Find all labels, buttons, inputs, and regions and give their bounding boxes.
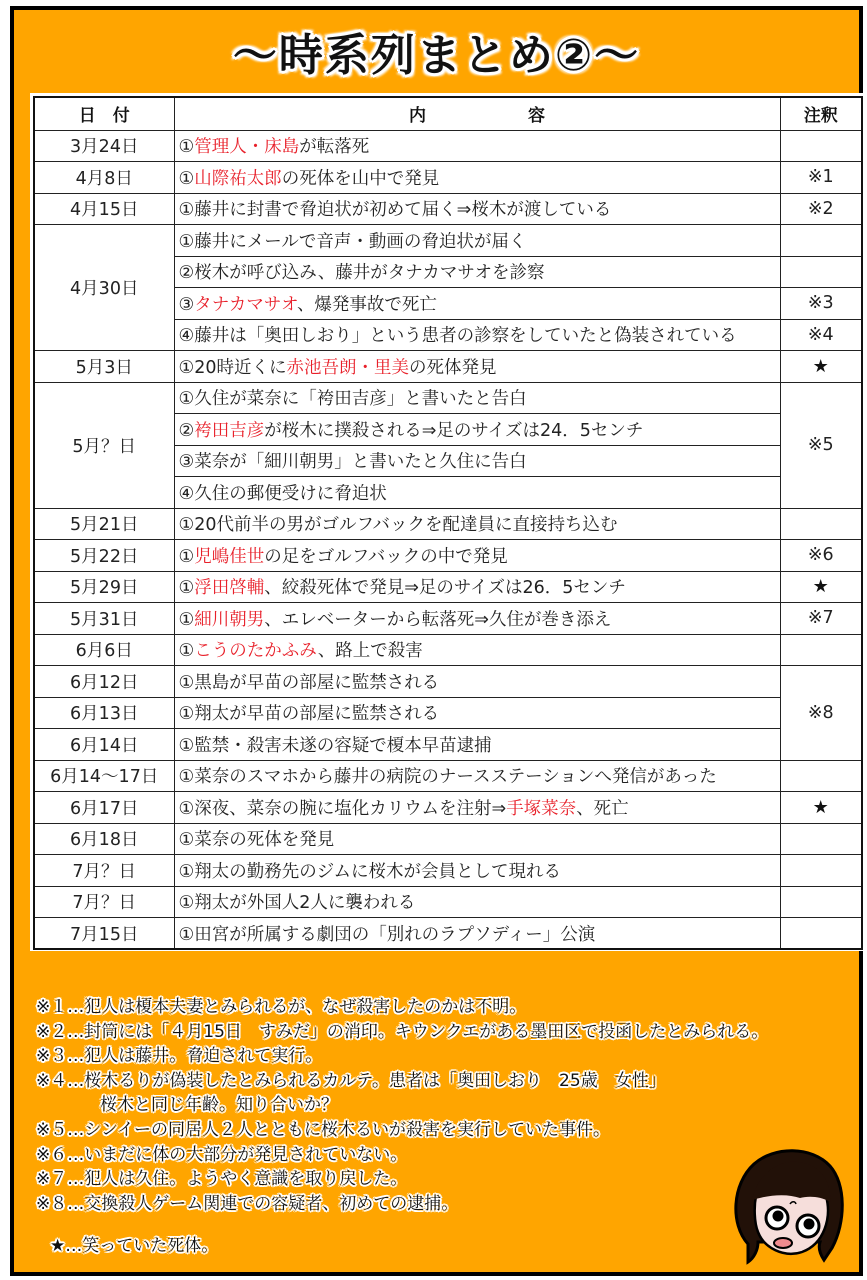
timeline-table xyxy=(33,96,863,950)
content-cell xyxy=(174,792,780,824)
table-header-row xyxy=(34,97,862,130)
event-text: ③菜奈が「細川朝男」と書いたと久住に告白 xyxy=(178,452,527,473)
note-cell: ※7 xyxy=(780,603,862,635)
victim-name-highlight: 児嶋佳世 xyxy=(194,546,265,567)
footnote-line xyxy=(36,1069,856,1094)
footnote-text: 交換殺人ゲーム関連での容疑者、初めての逮捕。 xyxy=(84,1193,459,1214)
footnote-continuation: 桜木と同じ年齢。知り合いか？ xyxy=(100,1095,338,1116)
footnote-label: ※６… xyxy=(36,1144,85,1165)
event-text: ②桜木が呼び込み、藤井がタナカマサオを診察 xyxy=(178,263,545,284)
content-cell xyxy=(174,666,780,698)
content-cell xyxy=(174,351,780,383)
date-cell: 6月17日 xyxy=(34,792,174,824)
table-row xyxy=(34,634,862,666)
event-text: ①翔太が早苗の部屋に監禁される xyxy=(178,704,440,725)
star-icon: ★ xyxy=(780,571,862,603)
date-cell: 3月24日 xyxy=(34,130,174,162)
event-text: ③ xyxy=(178,294,195,315)
date-cell: 5月21日 xyxy=(34,508,174,540)
date-cell: 5月22日 xyxy=(34,540,174,572)
header-content: 内 容 xyxy=(174,97,780,130)
date-cell: 5月31日 xyxy=(34,603,174,635)
date-cell: 5月29日 xyxy=(34,571,174,603)
event-text: ①菜奈の死体を発見 xyxy=(178,830,335,851)
content-cell xyxy=(174,414,780,446)
event-text: ① xyxy=(178,168,195,189)
victim-name-highlight: こうのたかふみ xyxy=(194,641,318,662)
header-note: 注釈 xyxy=(780,97,862,130)
content-cell xyxy=(174,445,780,477)
footnote-label: ※１… xyxy=(36,997,85,1017)
table-row xyxy=(34,792,862,824)
footnote-text: 封筒には「４月15日 すみだ」の消印。キウンクエがある墨田区で投函したとみられる。 xyxy=(84,1021,769,1042)
note-cell xyxy=(780,918,862,950)
date-cell: 6月14〜17日 xyxy=(34,760,174,792)
footnote-text: 桜木るりが偽装したとみられるカルテ。患者は「奥田しおり 25歳 女性」 xyxy=(84,1070,666,1091)
footnote-text: 犯人は久住。ようやく意識を取り戻した。 xyxy=(84,1169,408,1190)
event-text: ① xyxy=(178,137,195,158)
footnote-label: ※２… xyxy=(36,1021,85,1042)
table-row xyxy=(34,760,862,792)
event-text: ①深夜、菜奈の腕に塩化カリウムを注射⇒ xyxy=(178,798,507,819)
content-cell xyxy=(174,288,780,320)
content-cell xyxy=(174,603,780,635)
event-text: 、爆発事故で死亡 xyxy=(296,294,437,315)
note-cell: ※8 xyxy=(780,666,862,761)
footnote-text: シンイーの同居人２人とともに桜木るいが殺害を実行していた事件。 xyxy=(84,1119,610,1140)
orange-panel xyxy=(14,10,859,1272)
note-cell: ※5 xyxy=(780,382,862,508)
victim-name-highlight: 細川朝男 xyxy=(194,609,265,630)
event-text: ①黒島が早苗の部屋に監禁される xyxy=(178,672,440,693)
event-text: ①田宮が所属する劇団の「別れのラプソディー」公演 xyxy=(178,924,596,945)
event-text: ①藤井にメールで音声・動画の脅迫状が届く xyxy=(178,231,527,252)
date-cell: 5月3日 xyxy=(34,351,174,383)
girl-face-illustration-icon xyxy=(728,1144,846,1266)
event-text: が桜木に撲殺される⇒足のサイズは24．5センチ xyxy=(264,420,644,441)
table-row xyxy=(34,225,862,257)
victim-name-highlight: 袴田吉彦 xyxy=(194,420,265,441)
content-cell xyxy=(174,130,780,162)
content-cell xyxy=(174,256,780,288)
event-text: ① xyxy=(178,609,195,630)
event-text: ①菜奈のスマホから藤井の病院のナースステーションへ発信があった xyxy=(178,767,717,788)
victim-name-highlight: 赤池吾朗・里美 xyxy=(286,357,409,378)
table-row xyxy=(34,886,862,918)
event-text: ①翔太の勤務先のジムに桜木が会員として現れる xyxy=(178,861,561,882)
victim-name-highlight: 浮田啓輔 xyxy=(194,578,265,599)
note-cell xyxy=(780,130,862,162)
star-icon-label: ★… xyxy=(50,1236,83,1257)
event-text: 、エレベーターから転落死⇒久住が巻き添え xyxy=(264,609,612,630)
content-cell xyxy=(174,540,780,572)
note-cell: ※6 xyxy=(780,540,862,572)
note-cell: ※2 xyxy=(780,193,862,225)
note-cell xyxy=(780,508,862,540)
note-cell xyxy=(780,225,862,257)
table-row xyxy=(34,508,862,540)
event-text: ①20代前半の男がゴルフバックを配達員に直接持ち込む xyxy=(178,515,618,536)
event-text: の死体発見 xyxy=(408,357,497,378)
content-cell xyxy=(174,225,780,257)
content-cell xyxy=(174,162,780,194)
content-cell xyxy=(174,319,780,351)
content-cell xyxy=(174,918,780,950)
date-cell: 6月6日 xyxy=(34,634,174,666)
table-row xyxy=(34,382,862,414)
date-cell: 7月？日 xyxy=(34,855,174,887)
footnote-label: ※４… xyxy=(36,1070,85,1091)
table-row xyxy=(34,351,862,383)
content-cell xyxy=(174,477,780,509)
content-cell xyxy=(174,855,780,887)
date-cell: 7月15日 xyxy=(34,918,174,950)
table-row xyxy=(34,855,862,887)
note-cell xyxy=(780,886,862,918)
event-text: ① xyxy=(178,641,195,662)
footnote-line xyxy=(36,995,856,1020)
footnote-text: 犯人は榎本夫妻とみられるが、なぜ殺害したのかは不明。 xyxy=(84,997,527,1017)
event-text: が転落死 xyxy=(299,137,370,158)
star-icon: ★ xyxy=(780,792,862,824)
table-row xyxy=(34,193,862,225)
note-cell: ※4 xyxy=(780,319,862,351)
content-cell xyxy=(174,886,780,918)
note-cell xyxy=(780,256,862,288)
footnote-label: ※５… xyxy=(36,1119,85,1140)
header-date: 日 付 xyxy=(34,97,174,130)
victim-name-highlight: 管理人・床島 xyxy=(194,137,300,158)
note-cell xyxy=(780,855,862,887)
victim-name-highlight: 手塚菜奈 xyxy=(506,798,577,819)
event-text: 、路上で殺害 xyxy=(317,641,423,662)
content-cell xyxy=(174,571,780,603)
footnote-line xyxy=(36,1118,856,1143)
date-cell: 6月12日 xyxy=(34,666,174,698)
star-icon: ★ xyxy=(780,351,862,383)
content-cell xyxy=(174,634,780,666)
table-row xyxy=(34,918,862,950)
footnote-label: ※３… xyxy=(36,1046,85,1067)
note-cell xyxy=(780,823,862,855)
table-row xyxy=(34,729,862,761)
table-row xyxy=(34,823,862,855)
event-text: ①藤井に封書で脅迫状が初めて届く⇒桜木が渡している xyxy=(178,200,612,221)
page-title: 〜時系列まとめ②〜 xyxy=(232,30,641,81)
content-cell xyxy=(174,193,780,225)
victim-name-highlight: タナカマサオ xyxy=(194,294,297,315)
event-text: ①翔太が外国人2人に襲われる xyxy=(178,893,416,914)
event-text: ④藤井は「奥田しおり」という患者の診察をしていたと偽装されている xyxy=(178,326,737,347)
table-row xyxy=(34,130,862,162)
table-row xyxy=(34,540,862,572)
note-cell: ※1 xyxy=(780,162,862,194)
footnote-line xyxy=(36,1044,856,1069)
date-cell: 4月8日 xyxy=(34,162,174,194)
date-cell: 5月？日 xyxy=(34,382,174,508)
event-text: ① xyxy=(178,578,195,599)
content-cell xyxy=(174,729,780,761)
note-cell: ※3 xyxy=(780,288,862,320)
note-cell xyxy=(780,634,862,666)
page-frame xyxy=(10,6,863,1276)
event-text: ② xyxy=(178,420,195,441)
event-text: ①久住が菜奈に「袴田吉彦」と書いたと告白 xyxy=(178,389,527,410)
footnote-text: 犯人は藤井。脅迫されて実行。 xyxy=(84,1046,323,1067)
date-cell: 4月15日 xyxy=(34,193,174,225)
footnote-label: ※８… xyxy=(36,1193,85,1214)
content-cell xyxy=(174,760,780,792)
timeline-body xyxy=(34,130,862,949)
date-cell: 6月18日 xyxy=(34,823,174,855)
table-row xyxy=(34,603,862,635)
event-text: ①20時近くに xyxy=(178,357,287,378)
victim-name-highlight: 山際祐太郎 xyxy=(194,168,282,189)
date-cell: 7月？日 xyxy=(34,886,174,918)
date-cell: 6月13日 xyxy=(34,697,174,729)
footnote-label: ※７… xyxy=(36,1169,85,1190)
event-text: の死体を山中で発見 xyxy=(281,168,440,189)
content-cell xyxy=(174,697,780,729)
date-cell: 4月30日 xyxy=(34,225,174,351)
event-text: 、絞殺死体で発見⇒足のサイズは26．5センチ xyxy=(264,578,626,599)
star-footnote-text: 笑っていた死体。 xyxy=(82,1236,219,1257)
table-row xyxy=(34,697,862,729)
content-cell xyxy=(174,508,780,540)
footnote-text: いまだに体の大部分が発見されていない。 xyxy=(84,1144,408,1165)
event-text: ①監禁・殺害未遂の容疑で榎本早苗逮捕 xyxy=(178,735,492,756)
event-text: の足をゴルフバックの中で発見 xyxy=(264,546,508,567)
event-text: ① xyxy=(178,546,195,567)
footnote-line xyxy=(36,1020,856,1045)
event-text: 、死亡 xyxy=(576,798,629,819)
event-text: ④久住の郵便受けに脅迫状 xyxy=(178,483,387,504)
content-cell xyxy=(174,382,780,414)
table-row xyxy=(34,666,862,698)
content-cell xyxy=(174,823,780,855)
table-row xyxy=(34,571,862,603)
date-cell: 6月14日 xyxy=(34,729,174,761)
note-cell xyxy=(780,760,862,792)
table-row xyxy=(34,162,862,194)
timeline-table-container xyxy=(30,93,866,951)
